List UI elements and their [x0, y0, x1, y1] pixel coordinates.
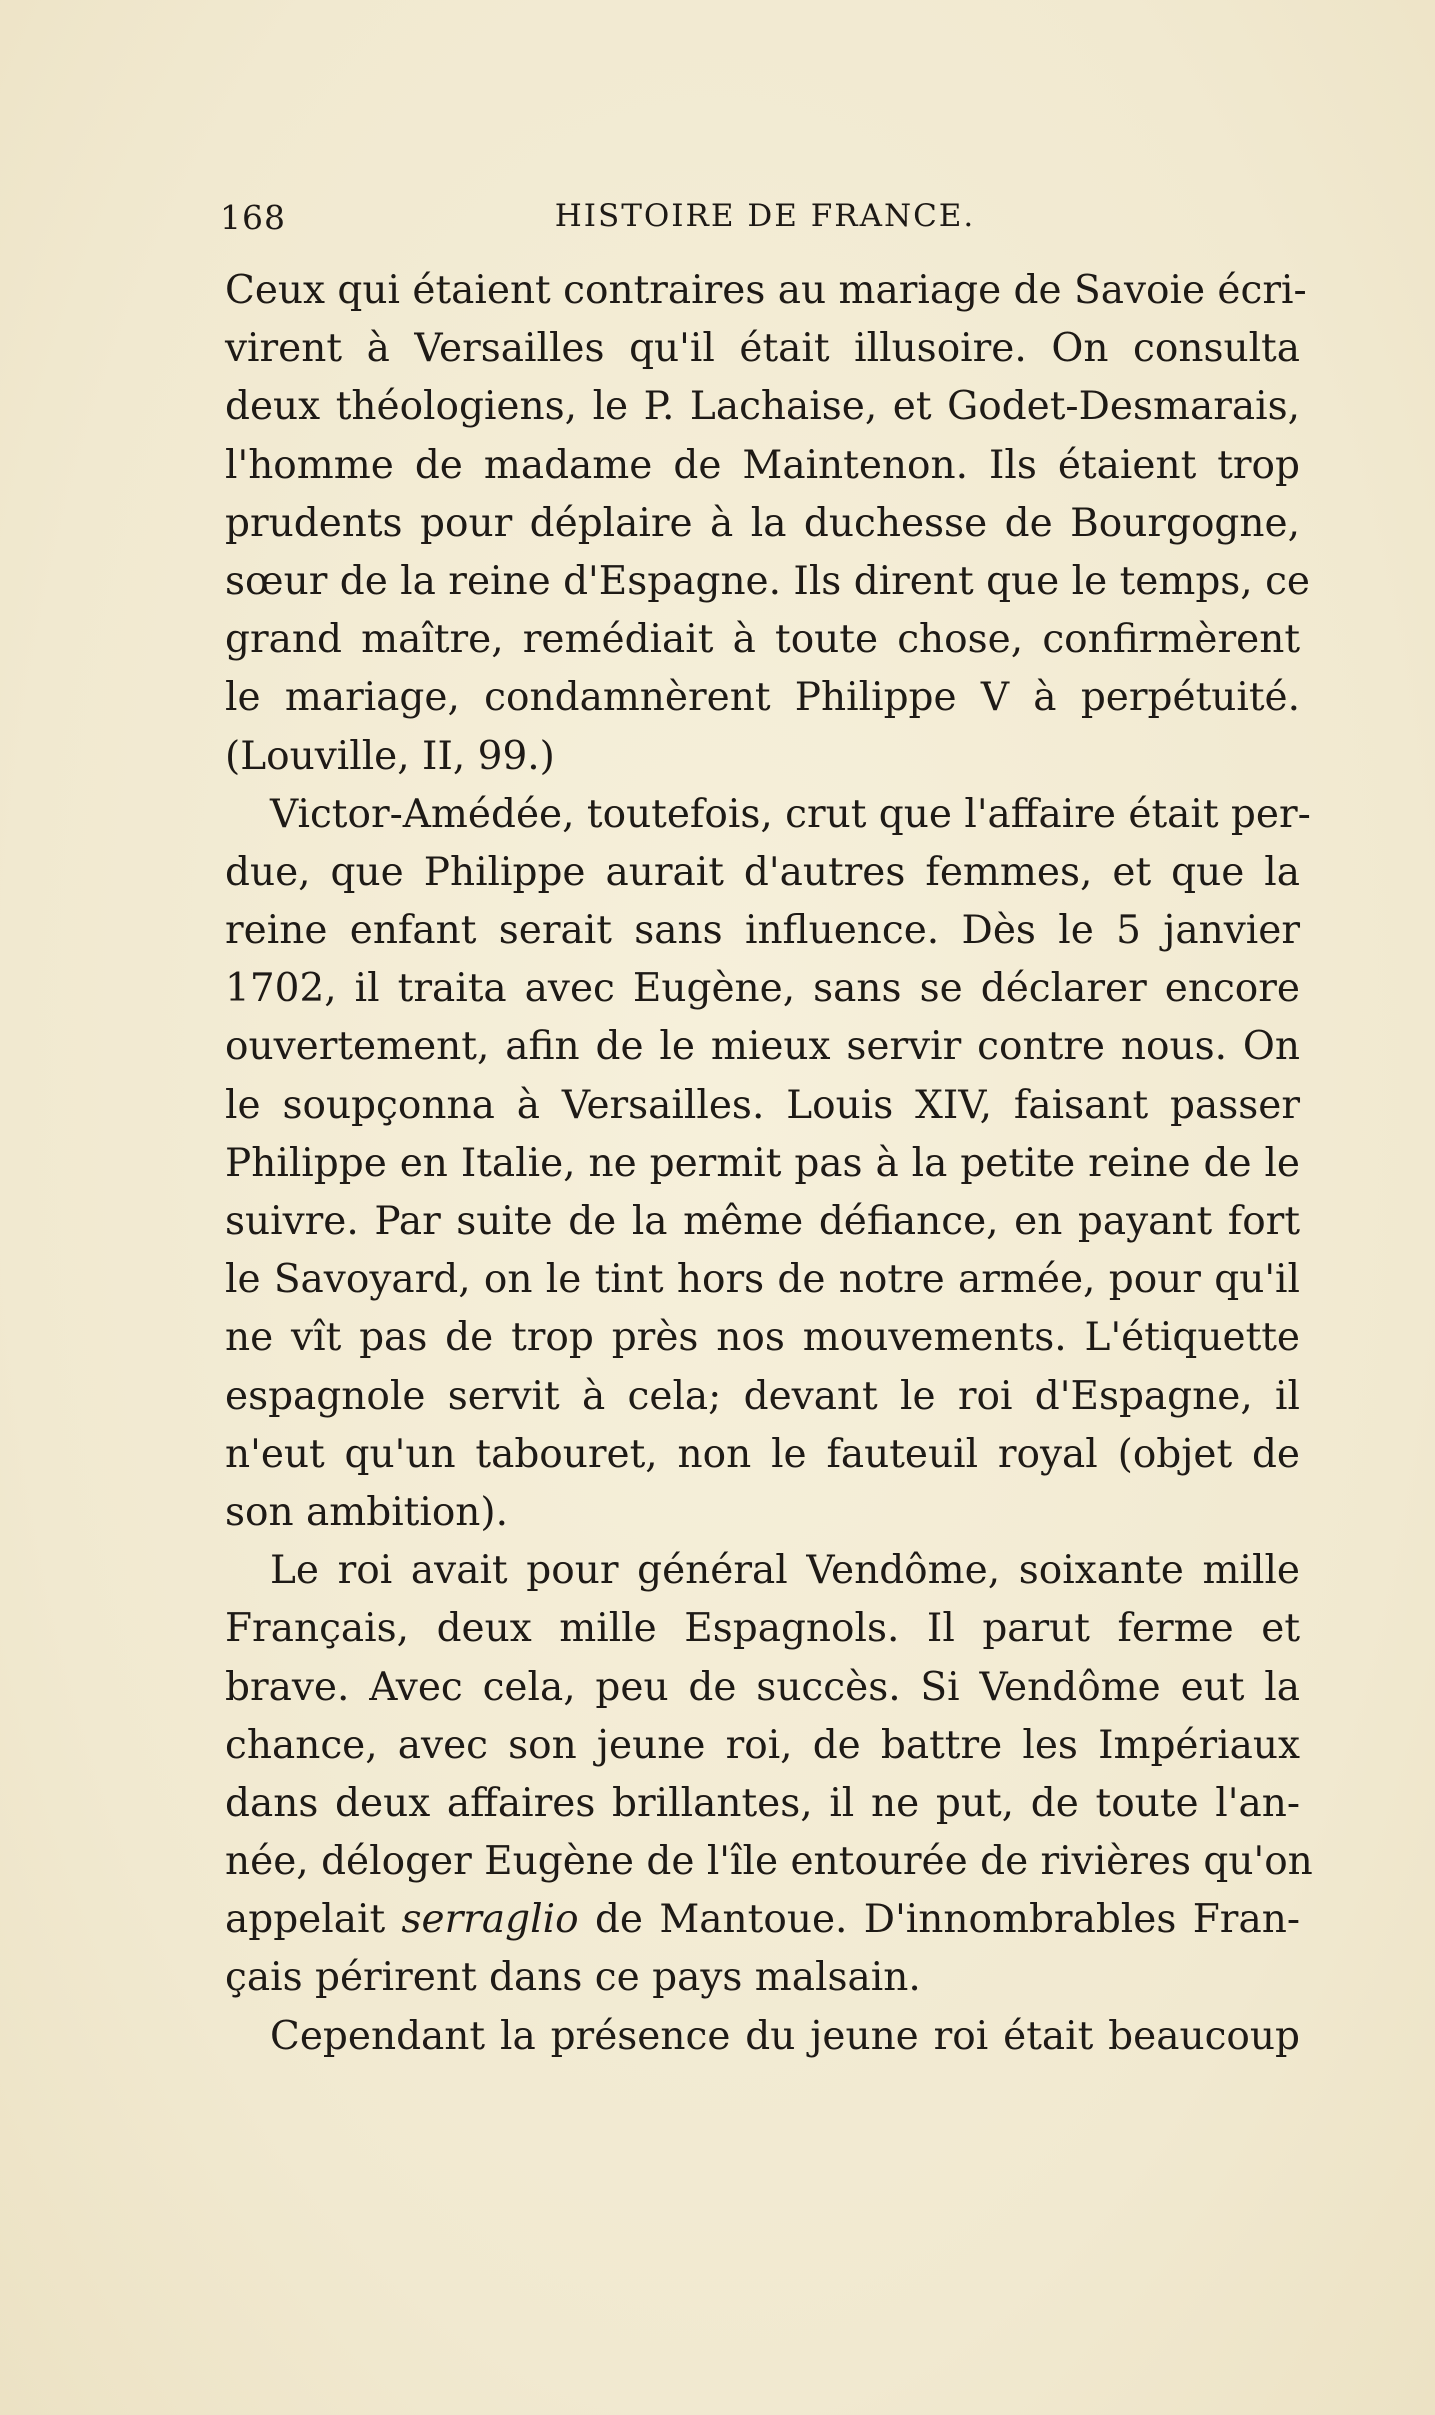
text-line: Philippe en Italie, ne permit pas à la petite reine de le [225, 1140, 1300, 1186]
body-text [225, 262, 1313, 2066]
paragraph-3 [225, 1542, 1313, 2008]
text-line: Français, deux mille Espagnols. Il parut ferme et [225, 1606, 1300, 1652]
text-line: née, déloger Eugène de l'île entourée de rivières qu'on [225, 1839, 1313, 1885]
text-line: Cependant la présence du jeune roi était beaucoup [270, 2013, 1300, 2059]
text-line: Victor-Amédée, toutefois, crut que l'affaire était per- [270, 791, 1311, 837]
text-line: Le roi avait pour général Vendôme, soixante mille [270, 1548, 1300, 1594]
text-line: çais périrent dans ce pays malsain. [225, 1955, 921, 2001]
text-line: le Savoyard, on le tint hors de notre armée, pour qu'il [225, 1257, 1300, 1303]
text-line-with-italic [225, 1891, 1300, 1949]
text-line: reine enfant serait sans influence. Dès le 5 janvier [225, 908, 1300, 954]
running-title: HISTOIRE DE FRANCE. [554, 198, 976, 234]
text-line: ouvertement, afin de le mieux servir contre nous. On [225, 1024, 1300, 1070]
page-number: 168 [220, 198, 286, 237]
italic-term: serraglio [401, 1897, 579, 1943]
text-line: l'homme de madame de Maintenon. Ils étaient trop [225, 442, 1300, 488]
text-line: grand maître, remédiait à toute chose, confirmèrent [225, 617, 1300, 663]
text-line: ne vît pas de trop près nos mouvements. L'étiquette [225, 1315, 1300, 1361]
text-line: due, que Philippe aurait d'autres femmes, et que la [225, 849, 1300, 895]
text-line: 1702, il traita avec Eugène, sans se déclarer encore [225, 966, 1300, 1012]
text-line: dans deux affaires brillantes, il ne put, de toute l'an- [225, 1780, 1300, 1826]
paragraph-1 [225, 262, 1311, 786]
text-line: prudents pour déplaire à la duchesse de Bourgogne, [225, 500, 1300, 546]
text-line: virent à Versailles qu'il était illusoire. On consulta [225, 326, 1300, 372]
text-line: Ceux qui étaient contraires au mariage de Savoie écri- [225, 268, 1307, 313]
text-segment: appelait [225, 1897, 402, 1943]
paragraph-2 [225, 786, 1311, 1542]
text-line: son ambition). [225, 1489, 509, 1535]
text-line: le mariage, condamnèrent Philippe V à perpétuité. [225, 675, 1300, 721]
text-line: brave. Avec cela, peu de succès. Si Vendôme eut la [225, 1664, 1300, 1710]
page-header [220, 198, 1310, 248]
text-line: le soupçonna à Versailles. Louis XIV, faisant passer [225, 1082, 1300, 1128]
text-line: chance, avec son jeune roi, de battre les Impériaux [225, 1722, 1300, 1768]
text-line: sœur de la reine d'Espagne. Ils dirent que le temps, ce [225, 558, 1311, 604]
text-line: deux théologiens, le P. Lachaise, et Godet-Desmarais, [225, 384, 1300, 430]
text-line: espagnole servit à cela; devant le roi d'Espagne, il [225, 1373, 1300, 1419]
text-segment: de Mantoue. D'innombrables Fran- [578, 1897, 1300, 1943]
text-line: suivre. Par suite de la même défiance, en payant fort [225, 1199, 1300, 1244]
text-line: (Louville, II, 99.) [225, 733, 555, 779]
paragraph-4 [225, 2008, 1300, 2066]
text-line: n'eut qu'un tabouret, non le fauteuil royal (objet de [225, 1431, 1300, 1477]
